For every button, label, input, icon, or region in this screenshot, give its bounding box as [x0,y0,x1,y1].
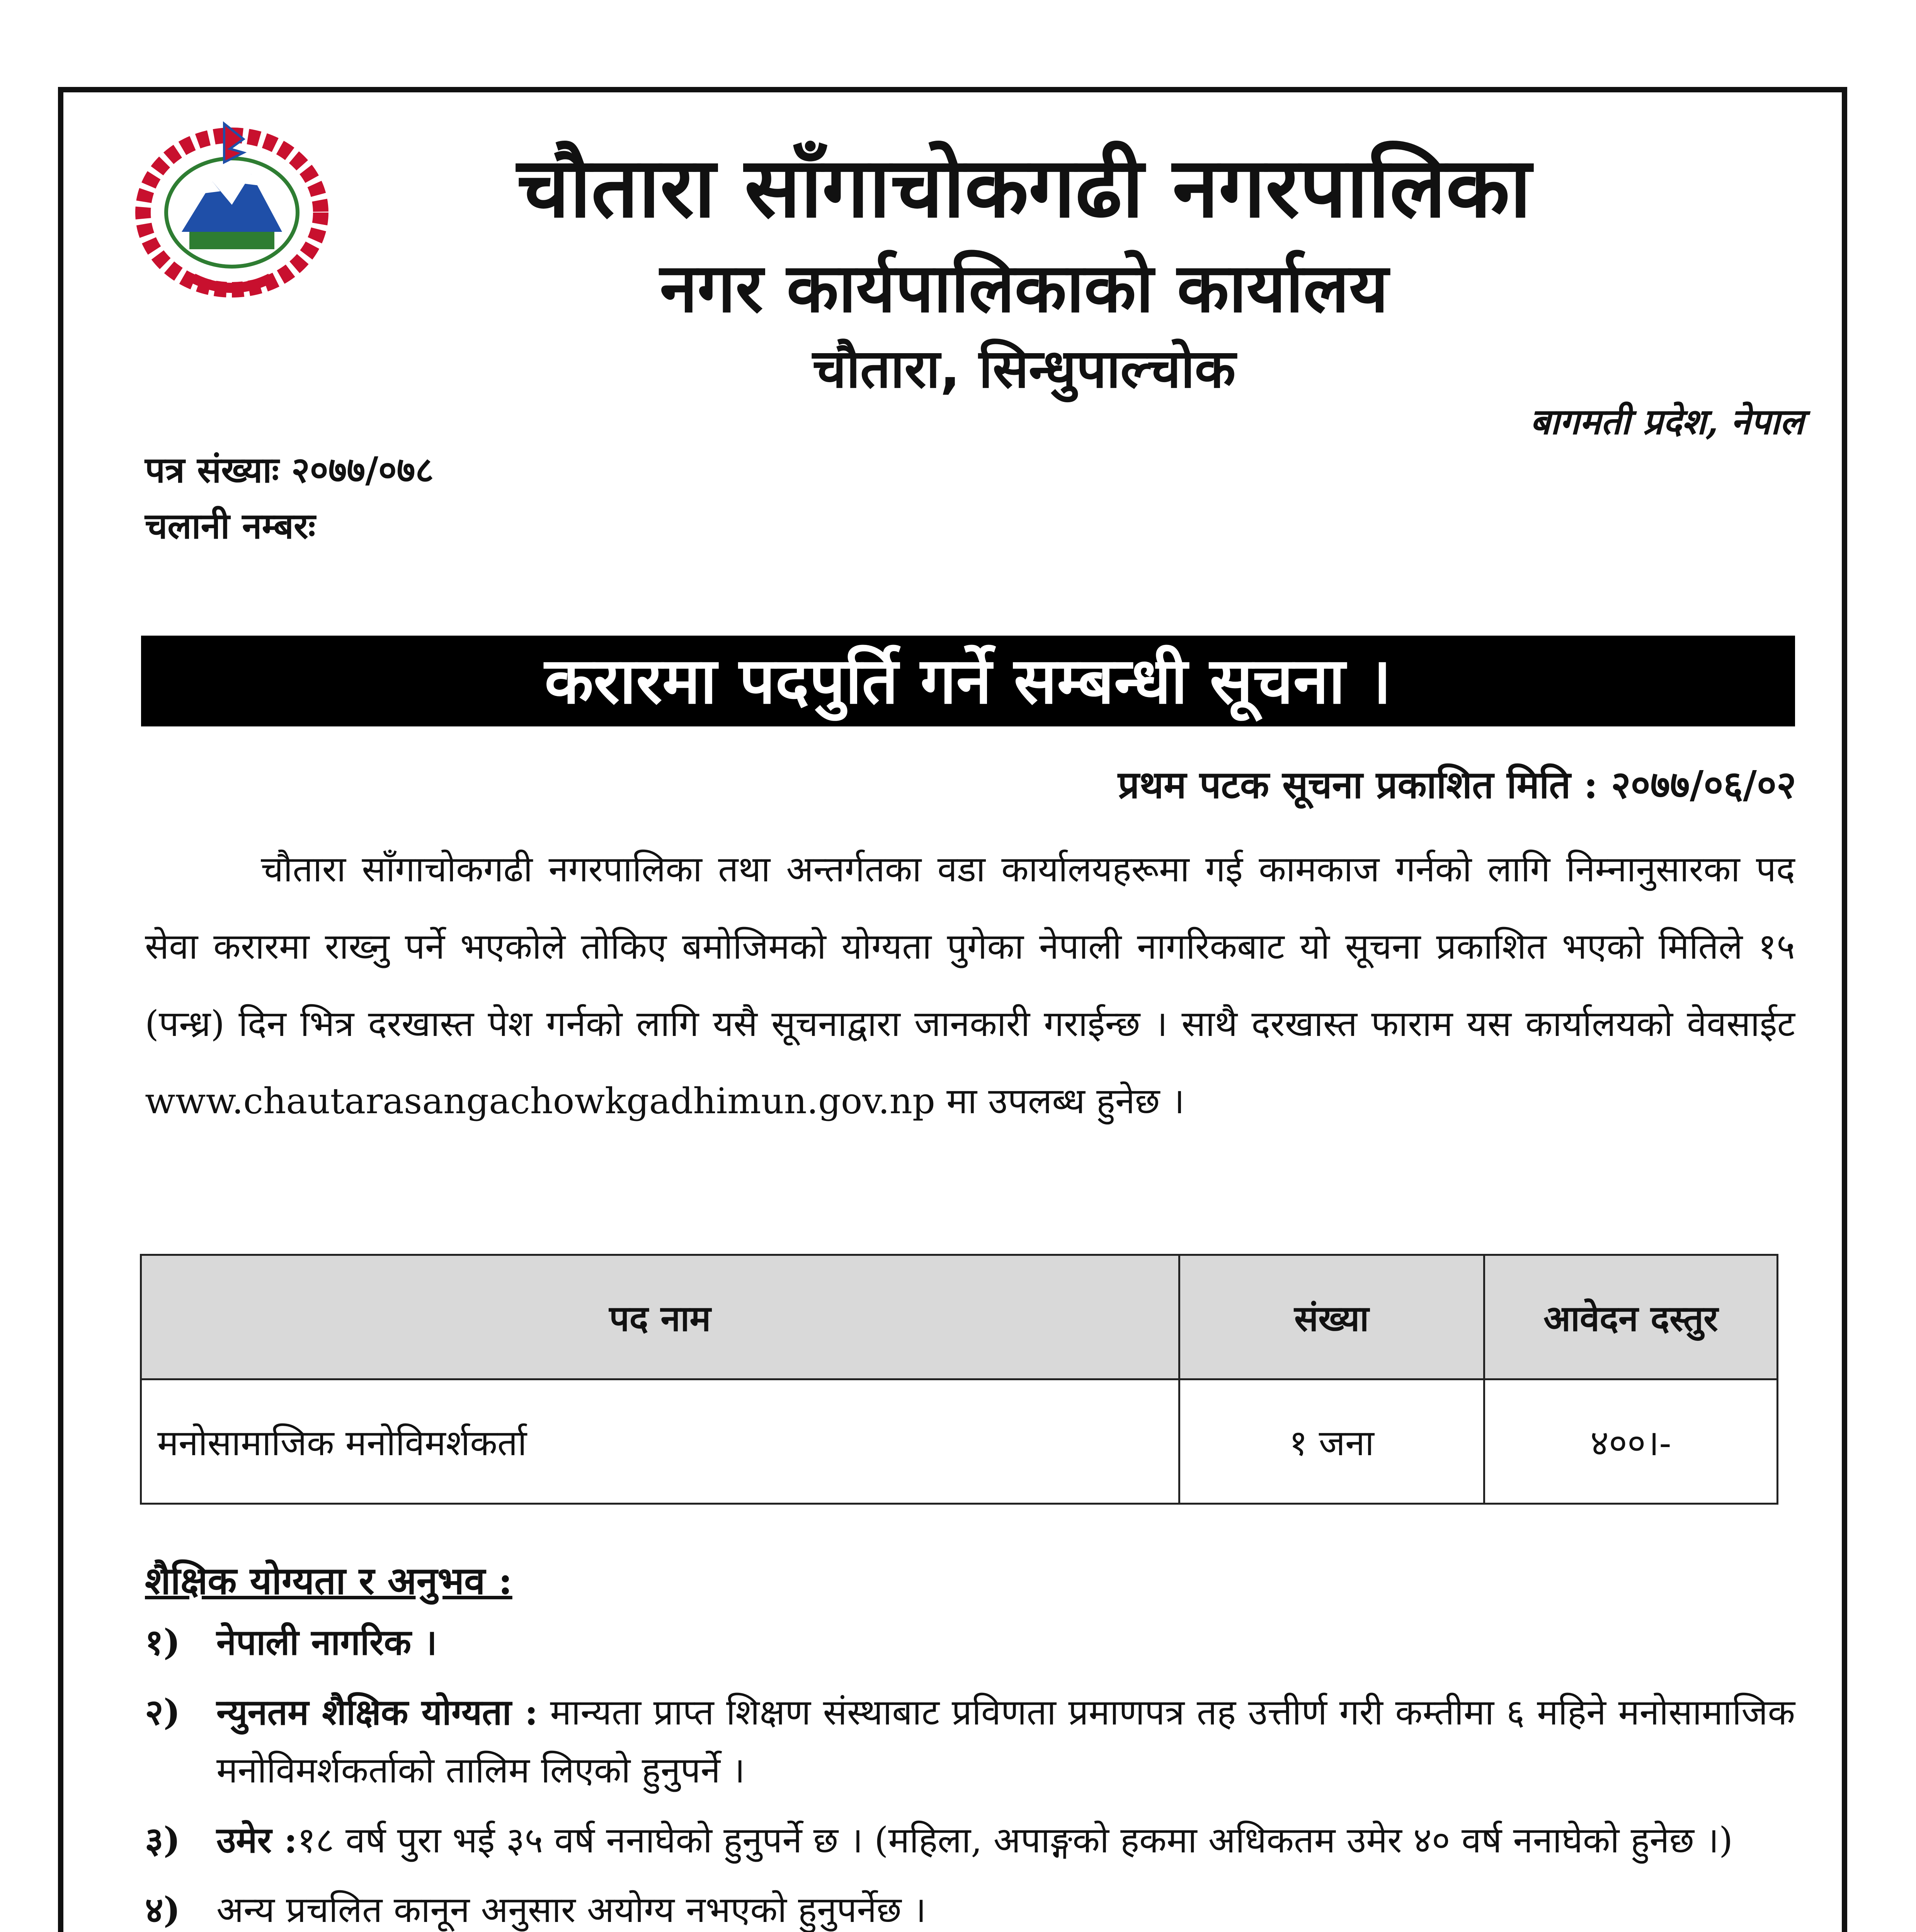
item-number: ४) [145,1889,180,1931]
table-header-row [141,1255,1778,1379]
list-item [145,1881,1795,1932]
item-number: ३) [145,1819,180,1861]
qualifications-heading: शैक्षिक योग्यता र अनुभव : [145,1559,512,1603]
item-number: २) [145,1691,180,1733]
column-header-count: संख्या [1179,1255,1484,1379]
positions-table [140,1254,1778,1505]
dispatch-number: चलानी नम्बरः [145,505,316,547]
notice-body: चौतारा साँगाचोकगढी नगरपालिका तथा अन्तर्गतका वडा कार्यालयहरूमा गई कामकाज गर्नको लागि निम्नानुसारका पद सेवा करारमा राख्नु पर्ने भएकोले तोकिए बमोजिमको योग्यता पुगेका नेपाली नागरिकबाट यो सूचना प्रकाशित भएको मितिले १५ (पन्ध्र) दिन भित्र दरखास्त पेश गर्नको लागि यसै सूचनाद्वारा जानकारी गराईन्छ । साथै दरखास्त फाराम यस कार्यालयको वेवसाईट www.chautarasangachowkgadhimun.gov.np मा उपलब्ध हुनेछ । [145,849,1795,1122]
letter-number: पत्र संख्याः २०७७/०७८ [145,449,434,491]
cell-fee: ४००।- [1484,1379,1777,1504]
published-date: प्रथम पटक सूचना प्रकाशित मिति : २०७७/०६/०२ [1118,763,1796,807]
column-header-post-name: पद नाम [141,1255,1179,1379]
nepal-emblem-logo [128,116,336,301]
item-number: १) [145,1621,180,1663]
item-label: उमेर : [216,1819,298,1861]
item-label: नेपाली नागरिक । [216,1621,437,1663]
item-text: १८ वर्ष पुरा भई ३५ वर्ष ननाघेको हुनुपर्ने छ । (महिला, अपाङ्गको हकमा अधिकतम उमेर ४० वर्ष ननाघेको हुनेछ ।) [297,1820,1733,1861]
office-subtitle: नगर कार्यपालिकाको कार्यालय [660,249,1389,328]
item-label: न्युनतम शैक्षिक योग्यता : [216,1691,538,1733]
list-item [145,1811,1795,1869]
item-text: मान्यता प्राप्त शिक्षण संस्थाबाट प्रविणता प्रमाणपत्र तह उत्तीर्ण गरी कम्तीमा ६ महिने मनोसामाजिक मनोविमर्शकर्ताको तालिम लिएको हुनुपर्ने । [216,1692,1795,1791]
table-row [141,1379,1778,1504]
list-item [145,1613,1795,1672]
cell-post-name: मनोसामाजिक मनोविमर्शकर्ता [141,1379,1179,1504]
cell-count: १ जना [1179,1379,1484,1504]
office-location: चौतारा, सिन्धुपाल्चोक [812,338,1236,400]
province-label: बागमती प्रदेश, नेपाल [1530,401,1804,442]
office-title: चौतारा साँगाचोकगढी नगरपालिका [517,139,1531,236]
list-item [145,1683,1795,1799]
item-text: अन्य प्रचलित कानून अनुसार अयोग्य नभएको हुनुपर्नेछ । [216,1889,926,1930]
column-header-fee: आवेदन दस्तुर [1484,1255,1777,1379]
notice-title-banner: करारमा पदपुर्ति गर्ने सम्बन्धी सूचना । [141,636,1795,726]
qualifications-list [145,1613,1795,1932]
